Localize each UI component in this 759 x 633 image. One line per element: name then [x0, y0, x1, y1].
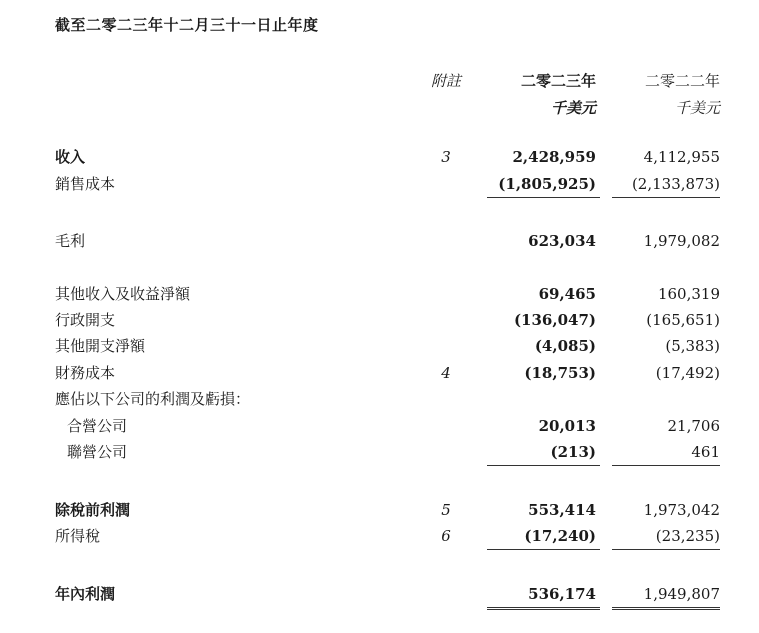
row-label: 其他收入及收益淨額: [55, 285, 191, 303]
prior-value: 1,949,807: [643, 585, 720, 603]
subtotal-rule: [487, 549, 600, 550]
current-value: 20,013: [538, 417, 596, 435]
table-row: [0, 362, 759, 384]
row-label: 聯營公司: [67, 443, 128, 461]
row-label: 毛利: [55, 232, 86, 250]
table-row: [0, 335, 759, 357]
current-value: 2,428,959: [512, 148, 596, 166]
total-double-rule: [612, 607, 720, 610]
table-row: [0, 441, 759, 463]
prior-value: 21,706: [667, 417, 720, 435]
table-row: [0, 525, 759, 547]
prior-value: (165,651): [646, 311, 720, 329]
row-note: 3: [441, 148, 451, 166]
row-label: 年內利潤: [55, 585, 116, 603]
prior-value: (5,383): [665, 337, 720, 355]
prior-value: (23,235): [655, 527, 720, 545]
current-value: 536,174: [528, 585, 596, 603]
prior-value: (2,133,873): [631, 175, 720, 193]
subtotal-rule: [612, 465, 720, 466]
prior-value: 1,973,042: [643, 501, 720, 519]
row-note: 6: [441, 527, 451, 545]
current-value: (17,240): [524, 527, 596, 545]
subtotal-rule: [487, 197, 600, 198]
prior-value: 1,979,082: [643, 232, 720, 250]
row-note: 5: [441, 501, 451, 519]
table-row: [0, 388, 759, 410]
prior-year-header: 二零二二年: [644, 72, 720, 90]
row-label: 收入: [55, 148, 86, 166]
prior-value: (17,492): [655, 364, 720, 382]
prior-value: 461: [691, 443, 720, 461]
table-row: [0, 283, 759, 305]
current-value: (136,047): [513, 311, 596, 329]
subtotal-rule: [612, 197, 720, 198]
row-label: 所得稅: [55, 527, 101, 545]
prior-unit-header: 千美元: [674, 99, 720, 117]
table-row: [0, 146, 759, 168]
prior-value: 4,112,955: [643, 148, 720, 166]
table-row: [0, 499, 759, 521]
row-label: 應佔以下公司的利潤及虧損：: [55, 390, 251, 408]
statement-title: 截至二零二三年十二月三十一日止年度: [55, 16, 319, 34]
current-value: (18,753): [524, 364, 596, 382]
total-double-rule: [487, 607, 600, 610]
table-row: [0, 415, 759, 437]
current-value: (4,085): [534, 337, 596, 355]
row-label: 銷售成本: [55, 175, 116, 193]
subtotal-rule: [612, 549, 720, 550]
table-row: [0, 230, 759, 252]
row-label: 除稅前利潤: [55, 501, 131, 519]
current-year-header: 二零二三年: [520, 72, 596, 90]
subtotal-rule: [487, 465, 600, 466]
row-label: 財務成本: [55, 364, 116, 382]
row-label: 行政開支: [55, 311, 116, 329]
current-value: 623,034: [528, 232, 596, 250]
row-label: 合營公司: [67, 417, 128, 435]
current-unit-header: 千美元: [550, 99, 596, 117]
current-value: (213): [550, 443, 596, 461]
prior-value: 160,319: [657, 285, 720, 303]
note-column-header: 附註: [430, 72, 461, 90]
table-row: [0, 173, 759, 195]
current-value: (1,805,925): [498, 175, 596, 193]
current-value: 69,465: [538, 285, 596, 303]
row-note: 4: [441, 364, 451, 382]
table-row: [0, 309, 759, 331]
row-label: 其他開支淨額: [55, 337, 146, 355]
current-value: 553,414: [528, 501, 596, 519]
table-row: [0, 583, 759, 605]
